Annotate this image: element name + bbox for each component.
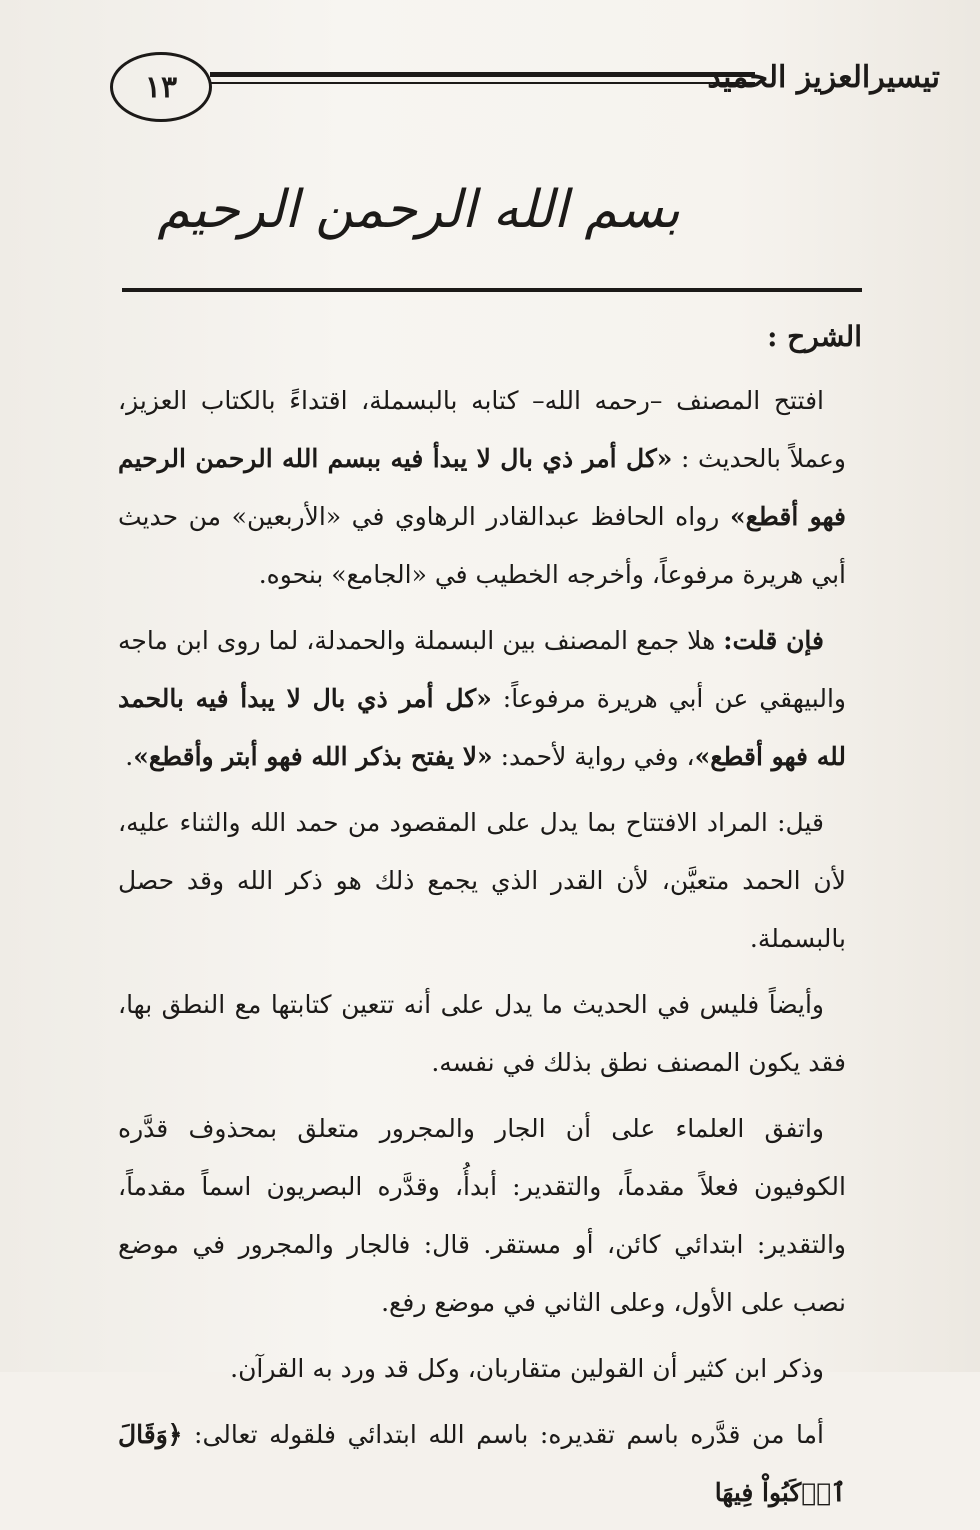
header-rule-thin bbox=[210, 82, 755, 84]
body-text bbox=[118, 372, 846, 1530]
p7-quran-verse: ﴿وَقَالَ ٱرۡكَبُواْ فِيهَا bbox=[118, 1420, 846, 1507]
paragraph-6: وذكر ابن كثير أن القولين متقاربان، وكل قد ورد به القرآن. bbox=[230, 1354, 824, 1383]
page-number-text: ١٣ bbox=[144, 69, 178, 105]
paragraph-1 bbox=[118, 372, 846, 604]
p1-text-end: رواه الحافظ عبدالقادر الرهاوي في «الأربعين» من حديث أبي هريرة مرفوعاً، وأخرجه الخطيب في «الجامع» بنحوه. bbox=[118, 502, 846, 589]
page-header bbox=[110, 48, 940, 128]
p7-text: أما من قدَّره باسم تقديره: باسم الله ابتدائي فلقوله تعالى: bbox=[182, 1420, 824, 1449]
p2-lead: فإن قلت: bbox=[723, 626, 824, 655]
p2-text: هلا جمع المصنف بين البسملة والحمدلة، لما روى ابن ماجه والبيهقي عن أبي هريرة مرفوعاً: bbox=[118, 626, 846, 713]
header-rule bbox=[210, 72, 755, 84]
p2-text-end: . bbox=[125, 742, 134, 771]
paragraph-3: قيل: المراد الافتتاح بما يدل على المقصود من حمد الله والثناء عليه، لأن الحمد متعيَّن، لأن القدر الذي يجمع ذلك هو ذكر الله وقد حصل بالبسملة. bbox=[118, 808, 846, 953]
paragraph-2 bbox=[118, 612, 846, 786]
paragraph-4: وأيضاً فليس في الحديث ما يدل على أنه تتعين كتابتها مع النطق بها، فقد يكون المصنف نطق بذلك في نفسه. bbox=[118, 990, 846, 1077]
header-rule-thick bbox=[210, 72, 755, 77]
p1-text: افتتح المصنف –رحمه الله– كتابه بالبسملة، اقتداءً بالكتاب العزيز، وعملاً بالحديث : bbox=[118, 386, 846, 473]
p2-hadith-2: «لا يفتح بذكر الله فهو أبتر وأقطع» bbox=[133, 742, 493, 771]
page-number bbox=[110, 52, 212, 122]
p2-text-mid: ، وفي رواية لأحمد: bbox=[492, 742, 695, 771]
basmala-divider bbox=[122, 288, 862, 292]
running-title: تيسيرالعزيز الحميد bbox=[707, 60, 940, 95]
paragraph-7 bbox=[118, 1406, 846, 1522]
p2-hadith-1: «كل أمر ذي بال لا يبدأ فيه بالحمد لله فهو أقطع» bbox=[118, 684, 846, 771]
basmala-calligraphy: بسم الله الرحمن الرحيم bbox=[157, 180, 680, 240]
paragraph-5: واتفق العلماء على أن الجار والمجرور متعلق بمحذوف قدَّره الكوفيون فعلاً مقدماً، والتقدير: أبدأُ، وقدَّره البصريون اسماً مقدماً، والتقدير: ابتدائي كائن، أو مستقر. قال: فالجار والمجرور في موضع نصب على الأول، وعلى الثاني في موضع رفع. bbox=[118, 1114, 846, 1317]
p1-hadith: «كل أمر ذي بال لا يبدأ فيه ببسم الله الرحمن الرحيم فهو أقطع» bbox=[118, 444, 846, 531]
section-title: الشرح : bbox=[767, 320, 862, 353]
